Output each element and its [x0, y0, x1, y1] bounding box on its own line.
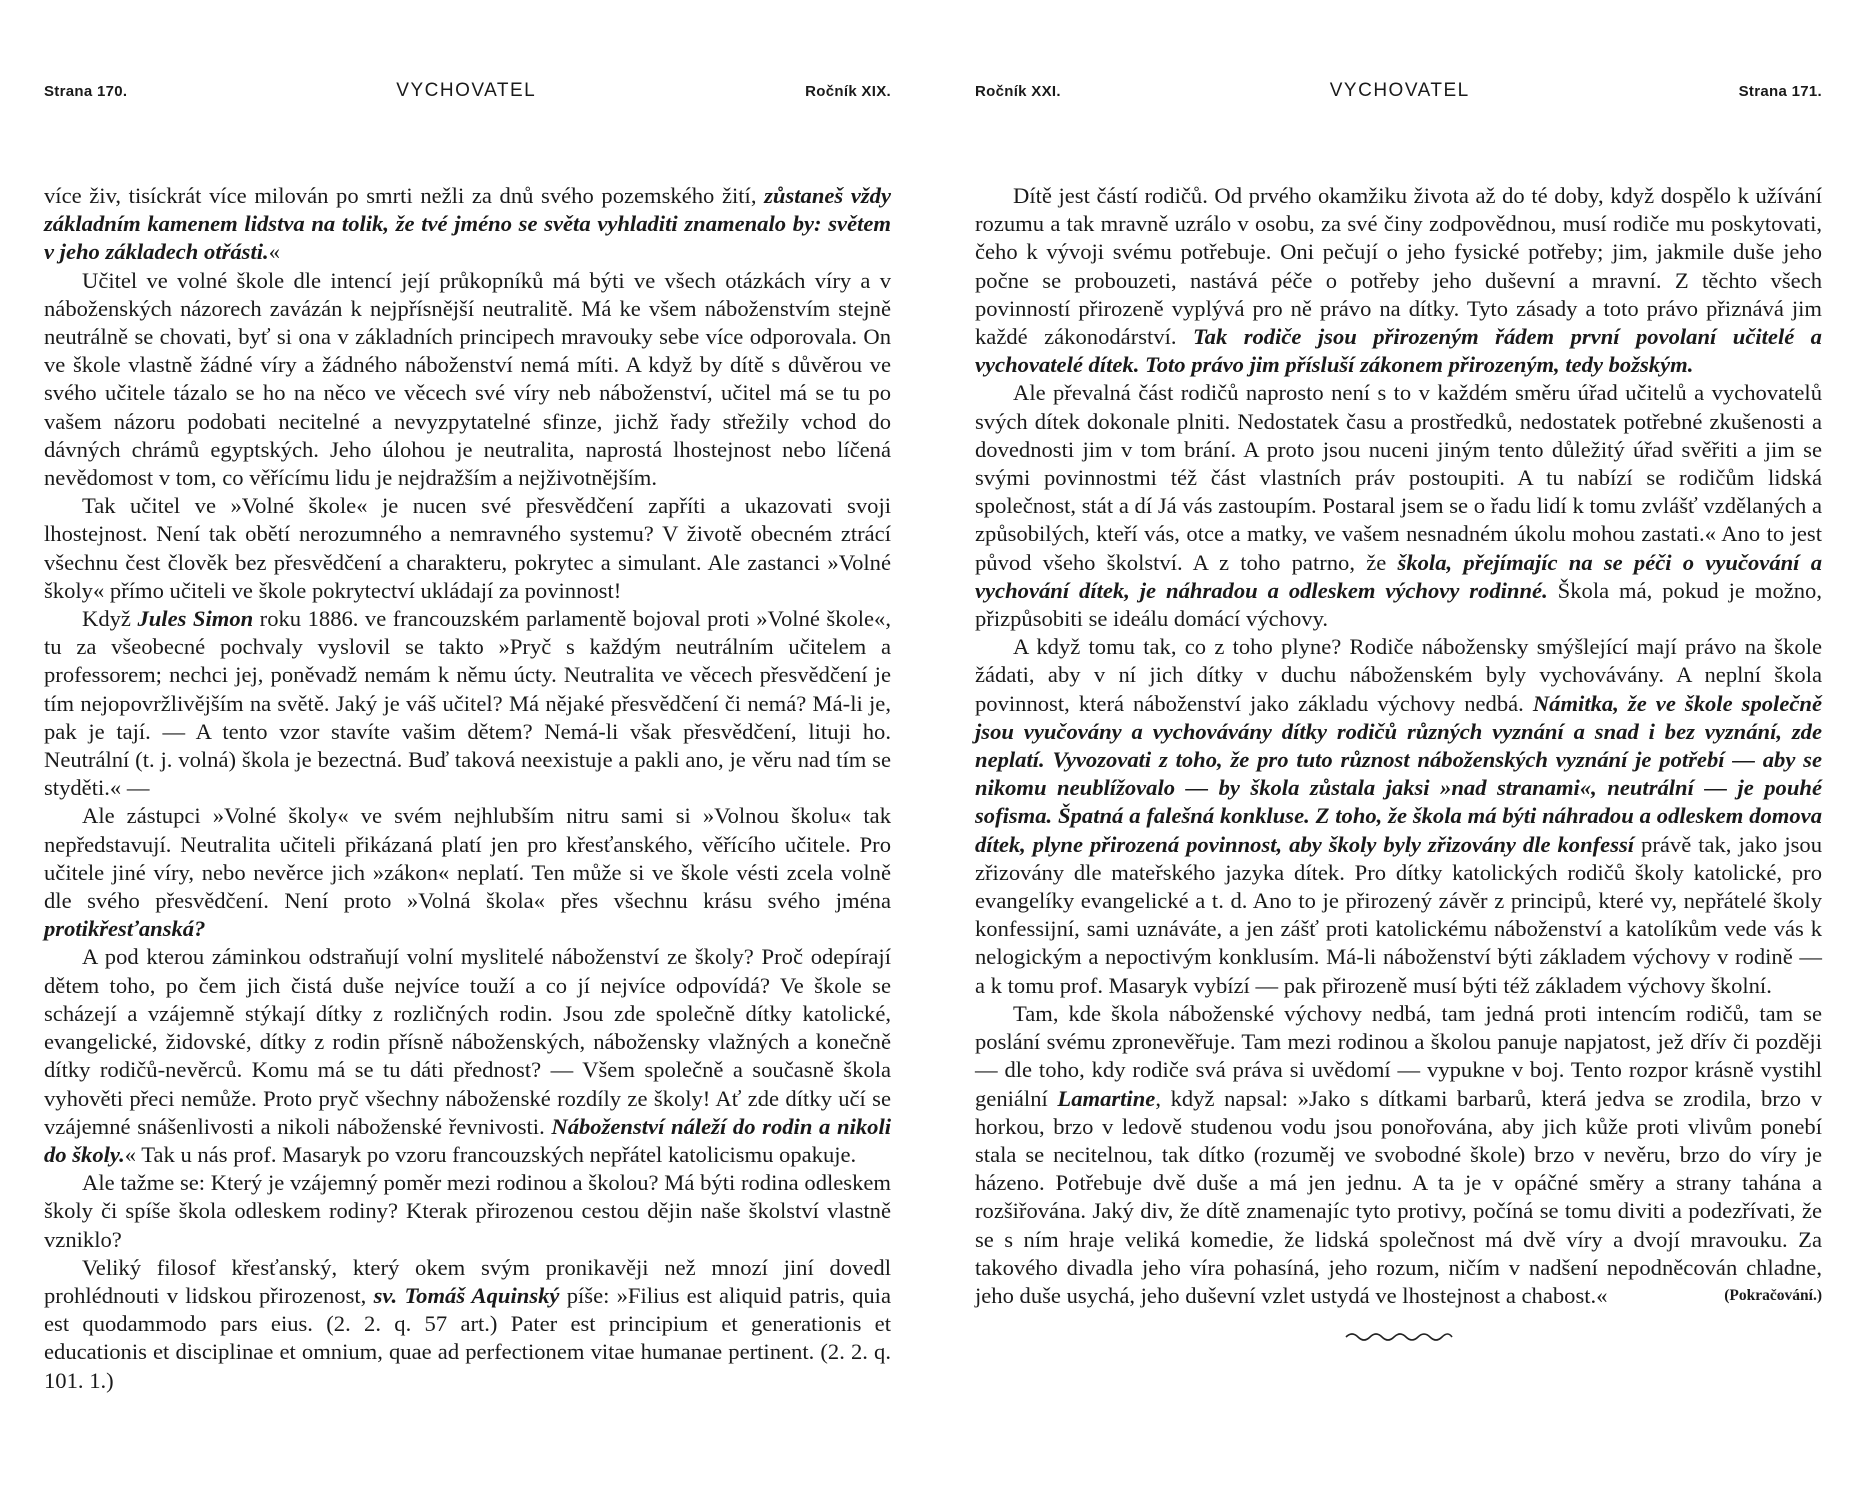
end-flourish-icon — [1344, 1328, 1454, 1342]
paragraph: Ale zástupci »Volné školy« ve svém nejhlubším nitru sami si »Volnou školu« tak nepředstavují. Neutralita učiteli přikázaná platí jen pro křesťanského, věřícího učitele. Pro učitele jiné víry, nebo nevěrce jich »zákon« neplatí. Ten může si ve škole vésti zcela volně dle svého přesvědčení. Není proto »Volná škola« přes všechnu krásu svého jména protikřesťanská? — [44, 803, 891, 942]
paragraph: Učitel ve volné škole dle intencí její průkopníků má býti ve všech otázkách víry a v náboženských názorech zavázán k nejpřísnější neutralitě. Má ke všem náboženstvím stejně neutrálně se chovati, byť si ona v základních principech mravouky sebe více odporovala. On ve škole vlastně žádné víry a žádného náboženství nemá míti. A když by dítě s důvěrou ve svého učitele tázalo se ho na něco ve věcech své víry neb náboženství, učitel má se tu po vašem názoru podobati necitelné a nevyzpytatelné sfinze, jichž řady střežily vchod do dávných chrámů egyptských. Jeho úlohou je neutralita, naprostá lhostejnost nebo líčená nevědomost v tom, co věřícímu lidu je nejdražším a nejživotnějším. — [44, 267, 891, 491]
left-running-head — [44, 80, 891, 120]
right-body-text — [975, 182, 1822, 1342]
paragraph: Ale převalná část rodičů naprosto není s to v každém směru úřad učitelů a vychovatelů svých dítek dokonale plniti. Nedostatek času a prostředků, nedostatek potřebné zkušenosti a dovednosti jim v tom brání. A proto jsou nuceni jiným tento důležitý úřad svěřiti a jim se svými povinnostmi též část vlastních práv postoupiti. A tu nabízí se rodičům lidská společnost, stát a dí Já vás zastoupím. Postaral jsem se o řadu lidí k tomu zvlášť vzdělaných a způsobilých, kteří vás, otce a matky, ve vašem nesnadném úkolu mohou zastati.« Ano to jest původ všeho školství. A z toho patrno, že škola, přejímajíc na se péči o vyučování a vychování dítek, je náhradou a odleskem výchovy rodinné. Škola má, pokud je možno, přizpůsobiti se ideálu domácí výchovy. — [975, 380, 1823, 632]
left-body-text — [44, 182, 891, 1395]
right-volume: Ročník XXI. — [975, 83, 1061, 100]
right-page — [925, 0, 1850, 1500]
paragraph: Když Jules Simon roku 1886. ve francouzském parlamentě bojoval proti »Volné škole«, tu za všeobecné pochvaly vyslovil se takto »Pryč s každým neutrálním učitelem a professorem; nechci jej, poněvadž nemám k němu úcty. Neutralita ve věcech přesvědčení je tím nejopovržlivějším na světě. Jaký je váš učitel? Má nějaké přesvědčení či nemá? Má-li je, pak je tají. — A tento vzor stavíte vašim dětem? Nemá-li však přesvědčení, lituji ho. Neutrální (t. j. volná) škola je bezectná. Buď taková neexistuje a pakli ano, je věru nad tím se styděti.« — — [44, 606, 891, 801]
paragraph: více živ, tisíckrát více milován po smrti nežli za dnů svého pozemského žití, zůstaneš vždy základním kamenem lidstva na tolik, že tvé jméno se světa vyhladiti znamenalo by: světem v jeho základech otřásti.« — [44, 183, 891, 265]
left-page-number: Strana 170. — [44, 83, 128, 100]
left-journal-title: VYCHOVATEL — [396, 80, 537, 101]
paragraph: Tak učitel ve »Volné škole« je nucen své přesvědčení zapříti a ukazovati svoji lhostejnost. Není tak obětí nerozumného a nemravného systemu? V životě obecném ztrácí všechnu čest člověk bez přesvědčení a charakteru, pokrytec a simulant. Ale zastanci »Volné školy« přímo učiteli ve škole pokrytectví ukládají za povinnost! — [44, 493, 891, 603]
paragraph: Tam, kde škola náboženské výchovy nedbá, tam jedná proti intencím rodičů, tam se poslání svému zpronevěřuje. Tam mezi rodinou a školou panuje napjatost, jež dřív či později — dle toho, kdy rodiče svá práva si uvědomí — vypukne v boj. Tento rozpor krásně vystihl geniální Lamartine, když napsal: »Jako s dítkami barbarů, která jedva se zrodila, brzo v horkou, brzo v ledově studenou vodu jsou ponořována, aby jich kůže proti vlivům ponebí stala se necitelnou, tak dítko (rozuměj ve svobodné škole) brzo v nevěru, brzo do víry je házeno. Potřebuje dvě duše a má jen jednu. A ta je v opáčné směry a strany tahána a rozšiřována. Jaký div, že dítě znamenajíc tyto protivy, počíná se tomu diviti a podezřívati, že se s ním hraje veliká komedie, že lidská společnost má dvě víry a dvojí mravouku. Za takového divadla jeho víra pohasíná, jeho rozum, ničím v nadšení nepodněcován chladne, jeho duše usychá, jeho duševní vzlet ustydá ve lhostejnost a chabost.« — [975, 1000, 1822, 1308]
left-volume: Ročník XIX. — [805, 83, 891, 100]
paragraph: Ale tažme se: Který je vzájemný poměr mezi rodinou a školou? Má býti rodina odleskem školy či spíše škola odleskem rodiny? Kterak přirozenou cestou dějin naše školství vlastně vzniklo? — [44, 1170, 891, 1252]
right-journal-title: VYCHOVATEL — [1329, 80, 1470, 101]
right-page-number: Strana 171. — [1738, 83, 1822, 100]
paragraph: A pod kterou záminkou odstraňují volní myslitelé náboženství ze školy? Proč odepírají dětem toho, po čem jich čistá duše nejvíce touží a co jí nejvíce odpovídá? Ve škole se scházejí a vzájemně stýkají dítky z rozličných rodin. Jsou zde společně dítky katolické, evangelické, židovské, dítky z rodin přísně náboženských, nábožensky vlažných a konečně dítky rodičů-nevěrců. Komu má se tu dáti přednost? — Všem společně a současně škola vyhověti přeci nemůže. Proto pryč všechny náboženské rozdíly ze školy! Ať zde dítky učí se vzájemné snášenlivosti a nikoli náboženské řevnivosti. Náboženství náleží do rodin a nikoli do školy.« Tak u nás prof. Masaryk po vzoru francouzských nepřátel katolicismu opakuje. — [44, 944, 891, 1167]
right-running-head — [975, 80, 1822, 120]
paragraph: A když tomu tak, co z toho plyne? Rodiče nábožensky smýšlející mají právo na škole žádati, aby v ní jich dítky v duchu náboženském byly vychovávány. A neplní škola povinnost, která náboženství jako základu výchovy nedbá. Námitka, že ve škole společně jsou vyučovány a vychovávány dítky rodičů různých vyznání a snad i bez vyznání, zde neplatí. Vyvozovati z toho, že pro tuto různost náboženských vyznání je potřebí — aby se nikomu neublížovalo — by škola zůstala jaksi »nad stranami«, neutrální — je pouhé sofisma. Špatná a falešná konkluse. Z toho, že škola má býti náhradou a odleskem domova dítek, plyne přirozená povinnost, aby školy byly zřizovány dle konfessí právě tak, jako jsou zřizovány dle mateřského jazyka dítek. Pro dítky katolických rodičů školy katolické, pro evangelíky evangelické a t. d. Ano to je přirozený závěr z principů, které vy, nepřátelé školy konfessijní, sami uznáváte, a jen zášť proti katolickému náboženství a katolíkům vede vás k nelogickým a nepoctivým konklusím. Má-li náboženství býti základem výchovy v rodině — a k tomu prof. Masaryk vybízí — pak přirozeně musí býti též základem výchovy školní. — [975, 634, 1822, 998]
paragraph: Dítě jest částí rodičů. Od prvého okamžiku života až do té doby, když dospělo k užívání rozumu a tak mravně uzrálo v osobu, za své činy zodpovědnou, musí rodiče mu poskytovati, čeho k vývoji svému potřebuje. Oni pečují o jeho fysické potřeby; jim, jakmile duše jeho počne se probouzeti, nastává péče o potřeby jeho duševní a mravní. Z těchto všech povinností přirozeně vyplývá pro ně právo na dítky. Tyto zásady a toto právo přiznává jim každé zákonodárství. Tak rodiče jsou přirozeným řádem první povolaní učitelé a vychovatelé dítek. Toto právo jim přísluší zákonem přirozeným, tedy božským. — [975, 183, 1822, 378]
paragraph: Veliký filosof křesťanský, který okem svým pronikavěji než mnozí jiní dovedl prohlédnouti v lidskou přirozenost, sv. Tomáš Aquinský píše: »Filius est aliquid patris, quia est quodammodo pars eius. (2. 2. q. 57 art.) Pater est principium et generationis et educationis et disciplinae et omnium, quae ad perfectionem vitae humanae pertinent. (2. 2. q. 101. 1.) — [44, 1254, 891, 1393]
continuation-note: (Pokračování.) — [1724, 1287, 1822, 1305]
